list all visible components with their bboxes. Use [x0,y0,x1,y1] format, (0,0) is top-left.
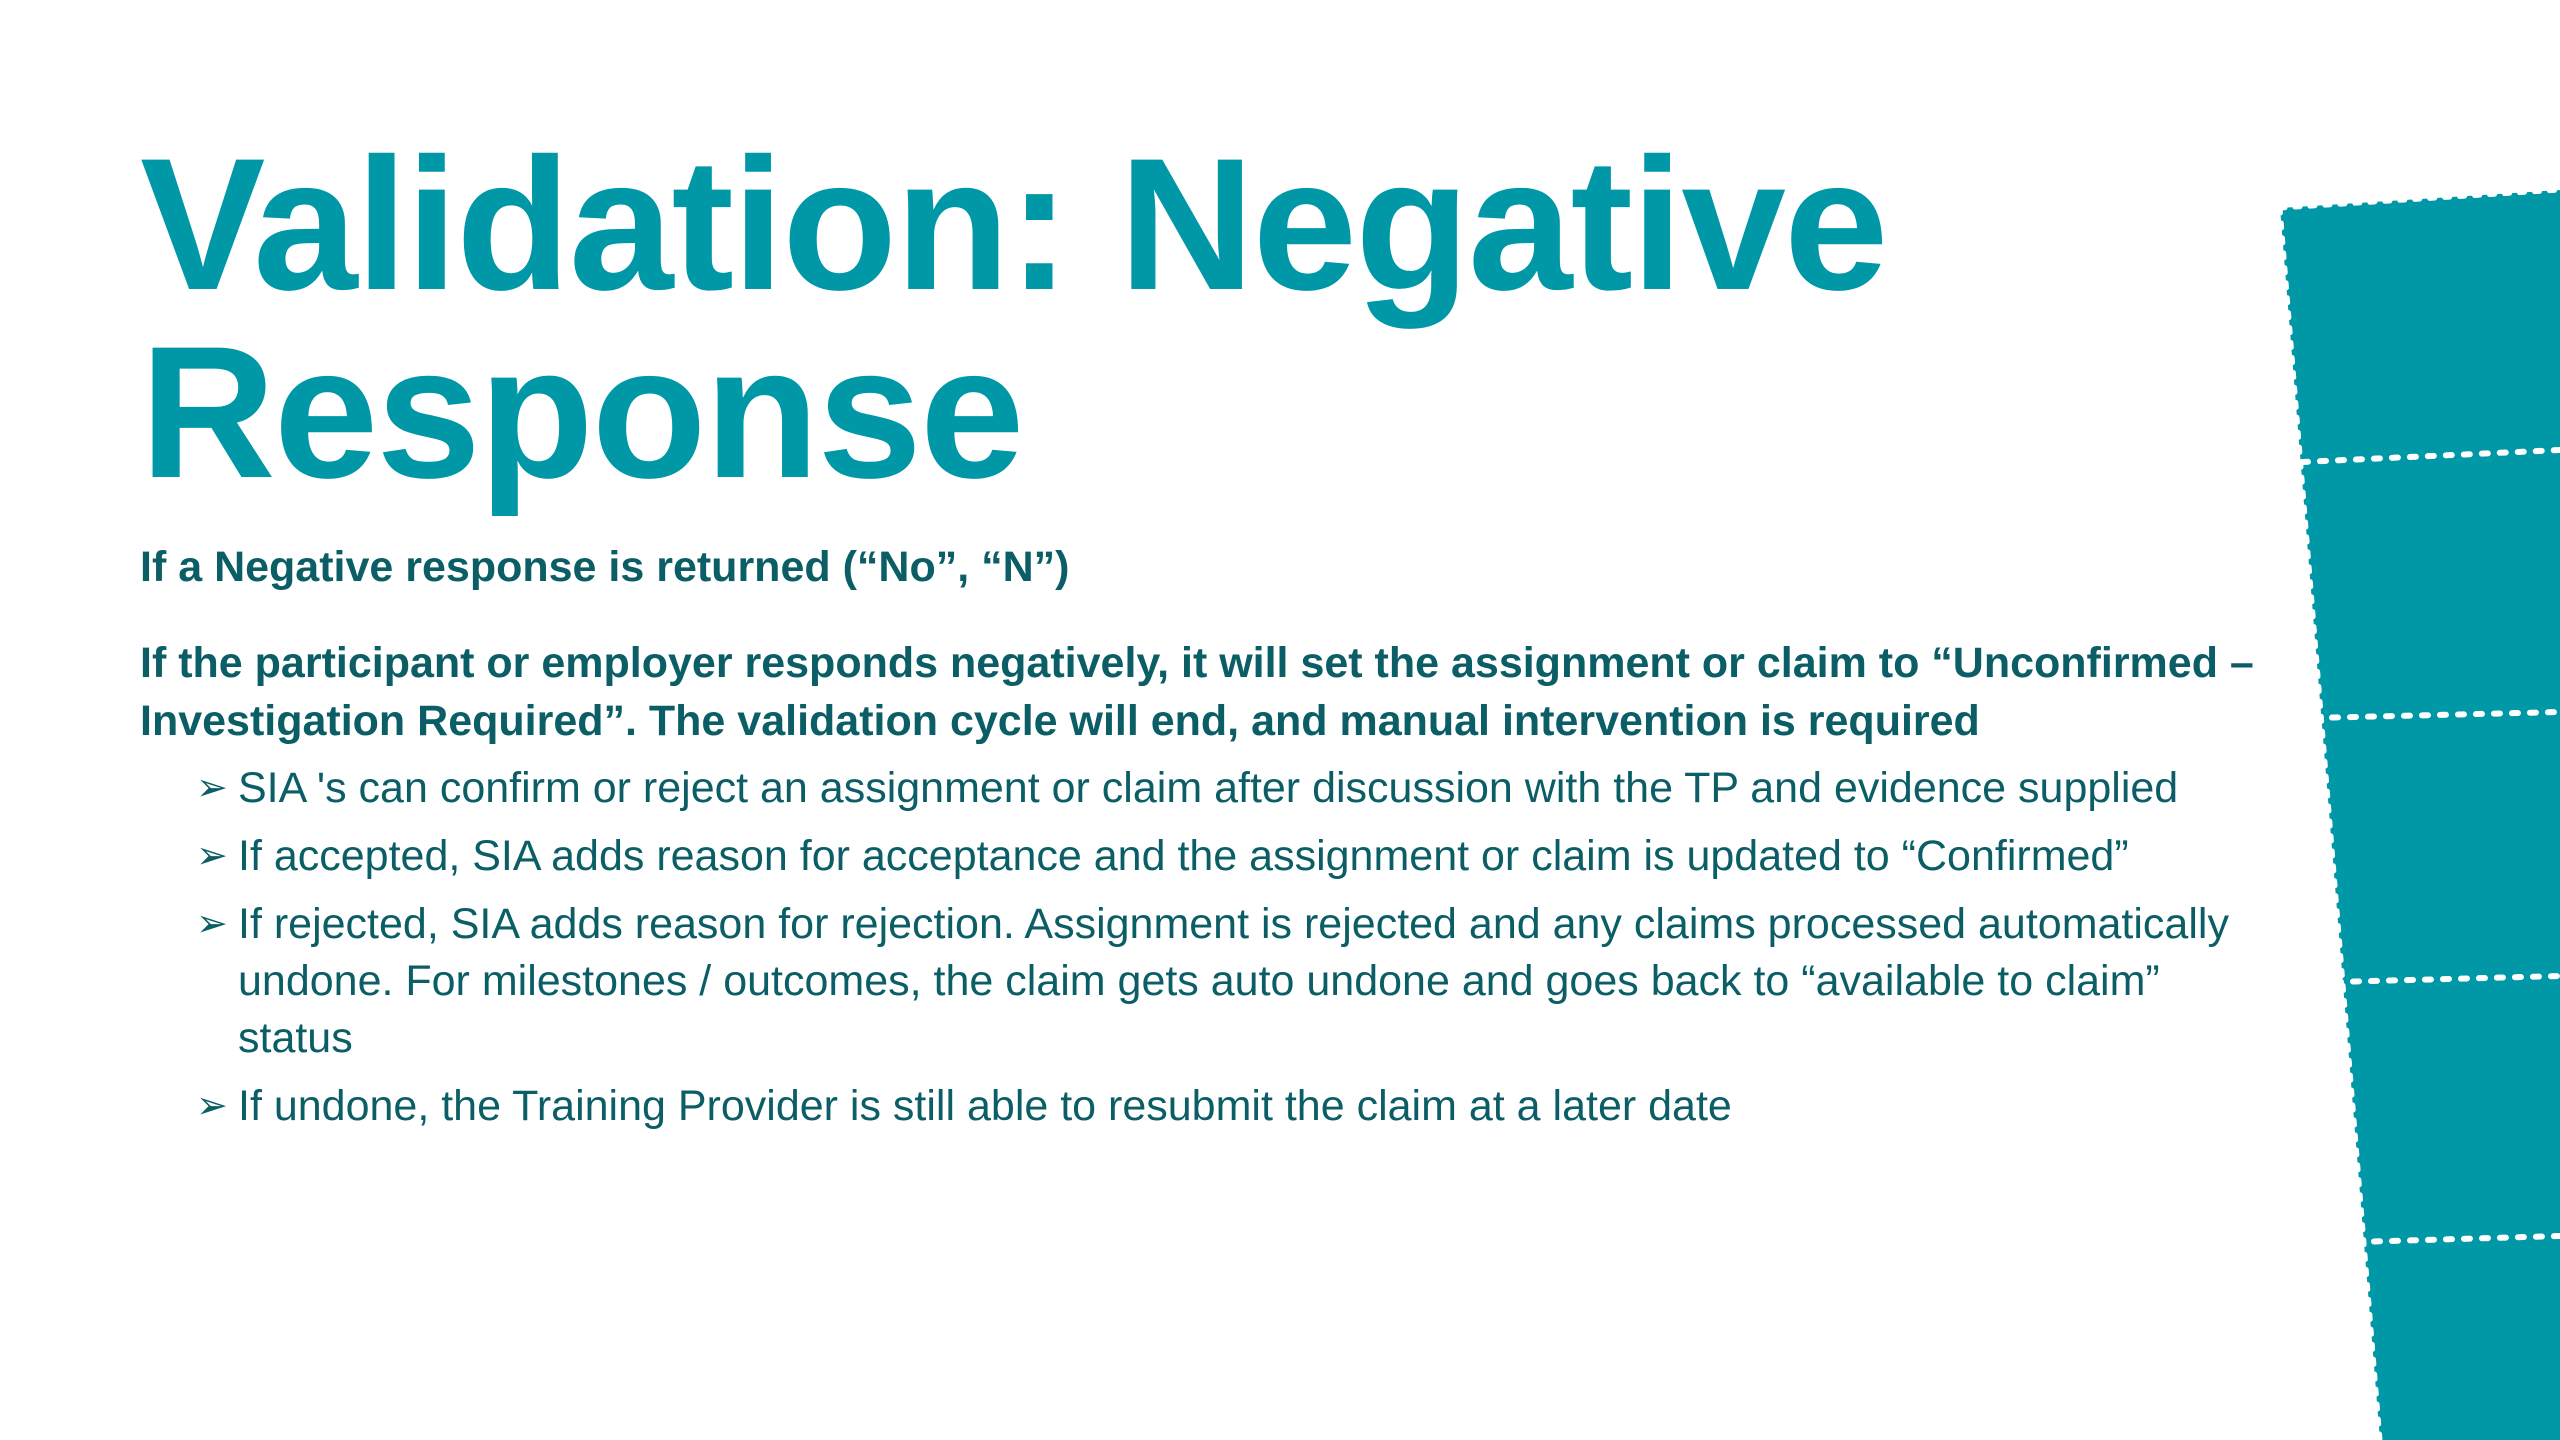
decorative-ticket-strip [2240,0,2560,1440]
slide-body [140,538,2280,1146]
list-item [196,828,2280,885]
slide-title: Validation: Negative Response [140,119,1887,517]
bullet-text: If undone, the Training Provider is still able to resubmit the claim at a later date [238,1082,1732,1130]
arrow-bullet-icon: ➢ [196,903,228,945]
arrow-bullet-icon: ➢ [196,767,228,809]
list-item [196,896,2280,1067]
list-item [196,760,2280,817]
ticket-strip-shape [2280,190,2560,1440]
bullet-text: If accepted, SIA adds reason for acceptance and the assignment or claim is updated to “Confirmed” [238,832,2129,880]
bullet-list [140,760,2280,1135]
list-item [196,1078,2280,1135]
arrow-bullet-icon: ➢ [196,835,228,877]
lead-text: If a Negative response is returned (“No”, “N”) [140,543,1070,591]
arrow-bullet-icon: ➢ [196,1085,228,1127]
bullet-text: SIA 's can confirm or reject an assignment or claim after discussion with the TP and evidence supplied [238,764,2179,812]
bullet-text: If rejected, SIA adds reason for rejection. Assignment is rejected and any claims processed automatically undone. For milestones / outcomes, the claim gets auto undone and goes back to “available to claim” status [238,900,2229,1062]
body-paragraph: If the participant or employer responds negatively, it will set the assignment or claim to “Unconfirmed – Investigation Required”. The validation cycle will end, and manual intervention is required [140,639,2254,745]
